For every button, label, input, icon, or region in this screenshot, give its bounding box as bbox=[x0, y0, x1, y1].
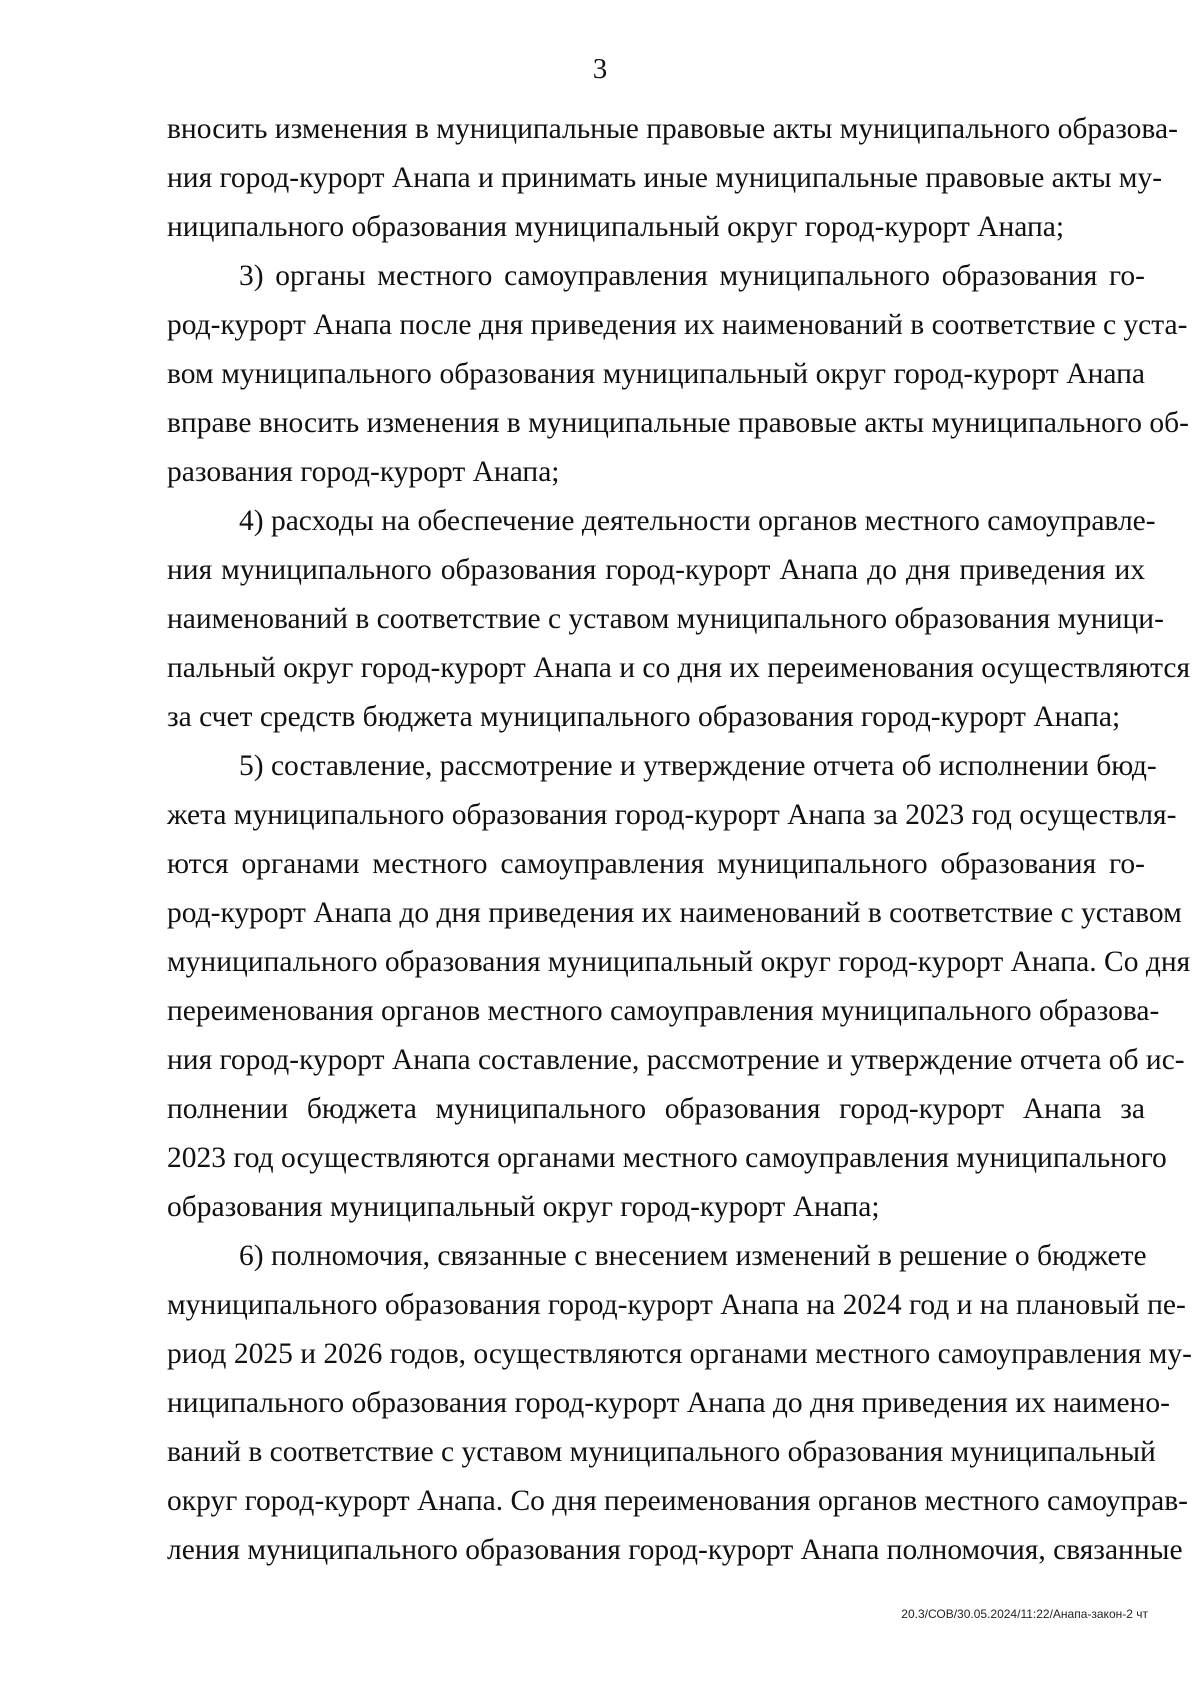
text-line: ления муниципального образования город-курорт Анапа полномочия, связанные bbox=[167, 1534, 1183, 1566]
text-line: ния город-курорт Анапа и принимать иные муниципальные правовые акты му- bbox=[167, 162, 1163, 194]
text-line: род-курорт Анапа после дня приведения их наименований в соответствие с уста- bbox=[167, 309, 1188, 341]
text-line: 2023 год осуществляются органами местного самоуправления муниципального bbox=[167, 1142, 1167, 1174]
text-line: муниципального образования город-курорт Анапа на 2024 год и на плановый пе- bbox=[167, 1289, 1186, 1321]
paragraph-item-4 bbox=[167, 497, 1191, 742]
text-line: 4) расходы на обеспечение деятельности органов местного самоуправле- bbox=[239, 505, 1156, 537]
text-line: ниципального образования муниципальный округ город-курорт Анапа; bbox=[167, 211, 1065, 243]
paragraph-item-5 bbox=[167, 742, 1191, 1232]
text-line: 6) полномочия, связанные с внесением изменений в решение о бюджете bbox=[239, 1240, 1147, 1272]
paragraph-item-3 bbox=[167, 252, 1189, 497]
text-line: образования муниципальный округ город-курорт Анапа; bbox=[167, 1191, 880, 1223]
text-line: 5) составление, рассмотрение и утверждение отчета об исполнении бюд- bbox=[239, 750, 1157, 782]
text-line: муниципального образования муниципальный округ город-курорт Анапа. Со дня bbox=[167, 946, 1191, 978]
text-line: наименований в соответствие с уставом муниципального образования муници- bbox=[167, 603, 1164, 635]
text-line: вправе вносить изменения в муниципальные правовые акты муниципального об- bbox=[167, 407, 1189, 439]
text-line: за счет средств бюджета муниципального образования город-курорт Анапа; bbox=[167, 701, 1121, 733]
text-line: риод 2025 и 2026 годов, осуществляются органами местного самоуправления му- bbox=[167, 1338, 1192, 1370]
text-line: ния город-курорт Анапа составление, рассмотрение и утверждение отчета об ис- bbox=[167, 1044, 1185, 1076]
document-body bbox=[167, 105, 1192, 1575]
text-line: округ город-курорт Анапа. Со дня переименования органов местного самоуправ- bbox=[167, 1485, 1189, 1517]
paragraph-continuation bbox=[167, 105, 1178, 252]
document-code: 20.3/СОВ/30.05.2024/11:22/Анапа-закон-2 чт bbox=[901, 1607, 1148, 1621]
text-line: пальный округ город-курорт Анапа и со дня их переименования осуществляются bbox=[167, 652, 1191, 684]
text-line: вом муниципального образования муниципальный округ город-курорт Анапа bbox=[167, 358, 1145, 390]
paragraph-item-6 bbox=[167, 1232, 1192, 1575]
text-line: род-курорт Анапа до дня приведения их наименований в соответствие с уставом bbox=[167, 897, 1182, 929]
text-line: ния муниципального образования город-курорт Анапа до дня приведения их bbox=[167, 554, 1145, 586]
text-line: вносить изменения в муниципальные правовые акты муниципального образова- bbox=[167, 113, 1178, 145]
text-line: ваний в соответствие с уставом муниципального образования муниципальный bbox=[167, 1436, 1156, 1468]
text-line: переименования органов местного самоуправления муниципального образова- bbox=[167, 995, 1160, 1027]
text-line: полнении бюджета муниципального образования город-курорт Анапа за bbox=[167, 1093, 1145, 1125]
text-line: разования город-курорт Анапа; bbox=[167, 456, 560, 488]
text-line: 3) органы местного самоуправления муниципального образования го- bbox=[239, 260, 1145, 292]
text-line: жета муниципального образования город-курорт Анапа за 2023 год осуществля- bbox=[167, 799, 1177, 831]
text-line: ются органами местного самоуправления муниципального образования го- bbox=[167, 848, 1145, 880]
page-number: 3 bbox=[592, 53, 608, 85]
text-line: ниципального образования город-курорт Анапа до дня приведения их наимено- bbox=[167, 1387, 1170, 1419]
